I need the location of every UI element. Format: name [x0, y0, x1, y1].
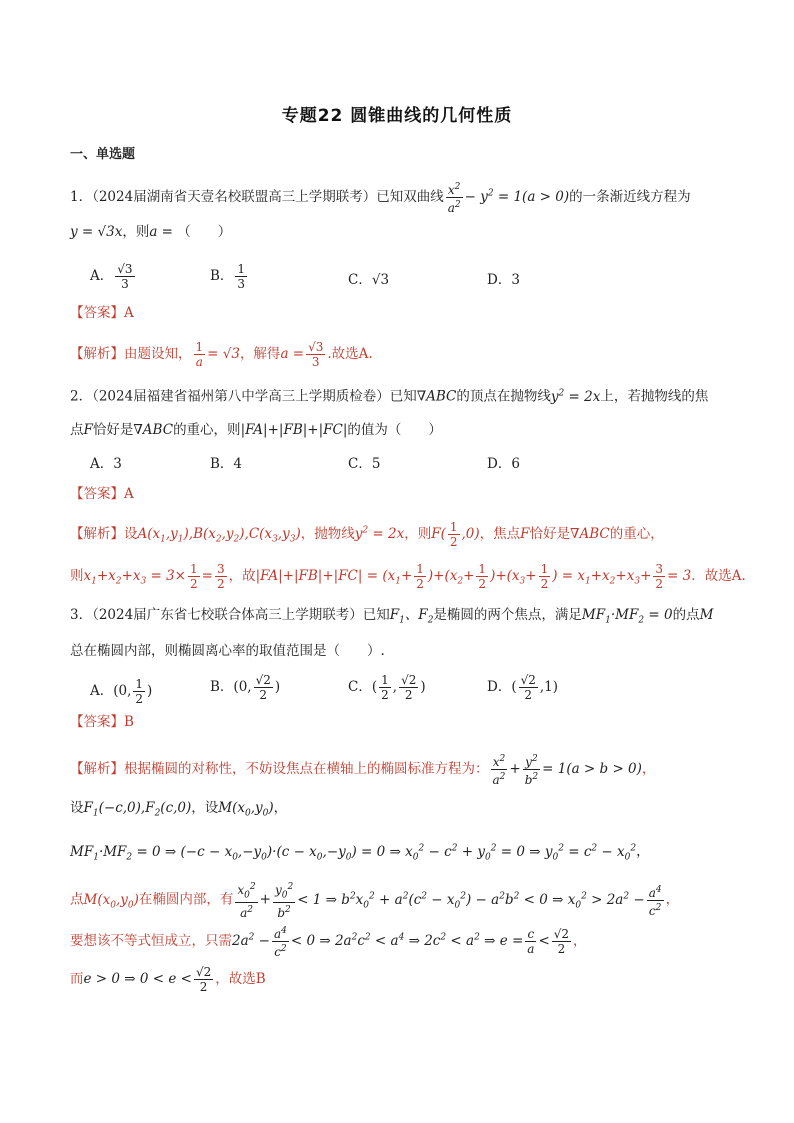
q3-analysis-line3: $MF_1\cdot MF_2 = 0$ ⇒ $(-c - x_0,-y_0)\cdot(c - x_0,-y_0) = 0$ ⇒ $x_0^2 - c^2 + y_0^2 = 0$ ⇒ $y_0^2 = c^2 - x_0^2$，: [70, 843, 650, 863]
q2-option-d: D．6: [487, 456, 520, 472]
q3-stem-line2: 总在椭圆内部，则椭圆离心率的取值范围是（ ）.: [70, 643, 385, 659]
q1-frac-x2a2: $\frac{x^2}{a^2}$: [447, 182, 461, 215]
q3-analysis-line1: 【解析】根据椭圆的对称性，不妨设焦点在横轴上的椭圆标准方程为： $\frac{x^2}{a^2}$ + $\frac{y^2}{b^2}$ = 1(a > b > 0)，: [70, 754, 656, 787]
q1-option-b: B． $\frac{1}{3}$: [210, 262, 246, 291]
q2-answer: 【答案】A: [70, 486, 134, 502]
q3-option-a: A．(0, $\frac{1}{2}$ ): [90, 677, 153, 706]
q2-analysis-line1: 【解析】设$A(x_1,y_1),B(x_2,y_2),C(x_3,y_3)$，抛物线$y^2 = 2x$，则F( $\frac{1}{2}$ ,0)，焦点F恰好是∇ABC的重心，: [70, 520, 664, 549]
q2-option-a: A．3: [90, 456, 122, 472]
q1-stem-text-b: 的一条渐近线方程为: [569, 189, 691, 205]
q3-analysis-line6: 而e > 0 ⇒ 0 < e < $\frac{√2}{2}$ ，故选B: [70, 965, 266, 994]
q2-stem-line1: 2．（2024届福建省福州第八中学高三上学期质检卷）已知∇ABC的顶点在抛物线$y^2 = 2x$上，若抛物线的焦: [70, 388, 709, 405]
q3-analysis-line2: 设$F_1(-c,0),F_2(c,0)$，设$M(x_0,y_0)$，: [70, 800, 288, 819]
q3-option-b: B．(0, $\frac{√2}{2}$ ): [210, 673, 281, 702]
q1-option-a: A． $\frac{√3}{3}$: [90, 262, 133, 291]
q3-analysis-line4: 点$M(x_0,y_0)$在椭圆内部，有 $\frac{x_0^2}{a^2}$ + $\frac{y_0^2}{b^2}$ < 1 ⇒ $b^2x_0^2 + a^2(c^2 - x_0^2) - a^2b^2 < 0$ ⇒ $x_0^2 > 2a^2$ − $\frac{a^4}{c^2}$ ，: [70, 882, 680, 921]
q3-answer: 【答案】B: [70, 714, 134, 730]
q2-option-c: C．5: [348, 456, 381, 472]
q2-analysis-line2: 则$x_1+x_2+x_3 = 3\times$ $\frac{1}{2}$ = $\frac{3}{2}$ ，故$|FA|+|FB|+|FC| = (x_1+$ $\frac{1}{2}$ )$+(x_2+$ $\frac{1}{2}$ )$+(x_3+$ $\frac{1}{2}$ ) = $x_1+x_2+x_3+$ $\frac{3}{2}$ = 3．故选A.: [70, 562, 746, 591]
q1-option-c: C．√3: [348, 272, 390, 288]
q3-analysis-line5: 要想该不等式恒成立，只需$2a^2$ − $\frac{a^4}{c^2}$ < 0 ⇒ $2a^2c^2 < a^4$ ⇒ $2c^2 < a^2$ ⇒ e = $\frac{c}{a}$ < $\frac{√2}{2}$ ，: [70, 926, 587, 959]
q3-stem-line1: 3．（2024届广东省七校联合体高三上学期联考）已知$F_1$、$F_2$是椭圆的两个焦点，满足$MF_1\cdot MF_2 = 0$的点M: [70, 607, 714, 626]
q1-stem-line1: 1．（2024届湖南省天壹名校联盟高三上学期联考）已知双曲线 $\frac{x^2}{a^2}$ − $y^2 = 1(a > 0)$的一条渐近线方程为: [70, 182, 691, 215]
q1-option-d: D．3: [487, 272, 520, 288]
q1-stem-text: 1．（2024届湖南省天壹名校联盟高三上学期联考）已知双曲线: [70, 189, 444, 205]
q3-option-d: D．( $\frac{√2}{2}$ ,1): [487, 673, 559, 702]
q3-option-c: C．( $\frac{1}{2}$ , $\frac{√2}{2}$ ): [348, 673, 426, 702]
q1-stem-line2: y = √3x，则a = （ ）: [70, 224, 232, 240]
q2-option-b: B．4: [210, 456, 243, 472]
q2-stem-line2: 点F恰好是∇ABC的重心，则|FA|+|FB|+|FC|的值为（ ）: [70, 422, 442, 438]
q1-stem-text-c: ，则: [122, 224, 150, 240]
section-heading: 一、单选题: [70, 147, 136, 162]
page-title: 专题22 圆锥曲线的几何性质: [281, 106, 513, 126]
q1-analysis: 【解析】由题设知， $\frac{1}{a}$ = √3，解得a = $\frac{√3}{3}$ .故选A.: [70, 340, 373, 369]
q1-answer: 【答案】A: [70, 305, 134, 321]
